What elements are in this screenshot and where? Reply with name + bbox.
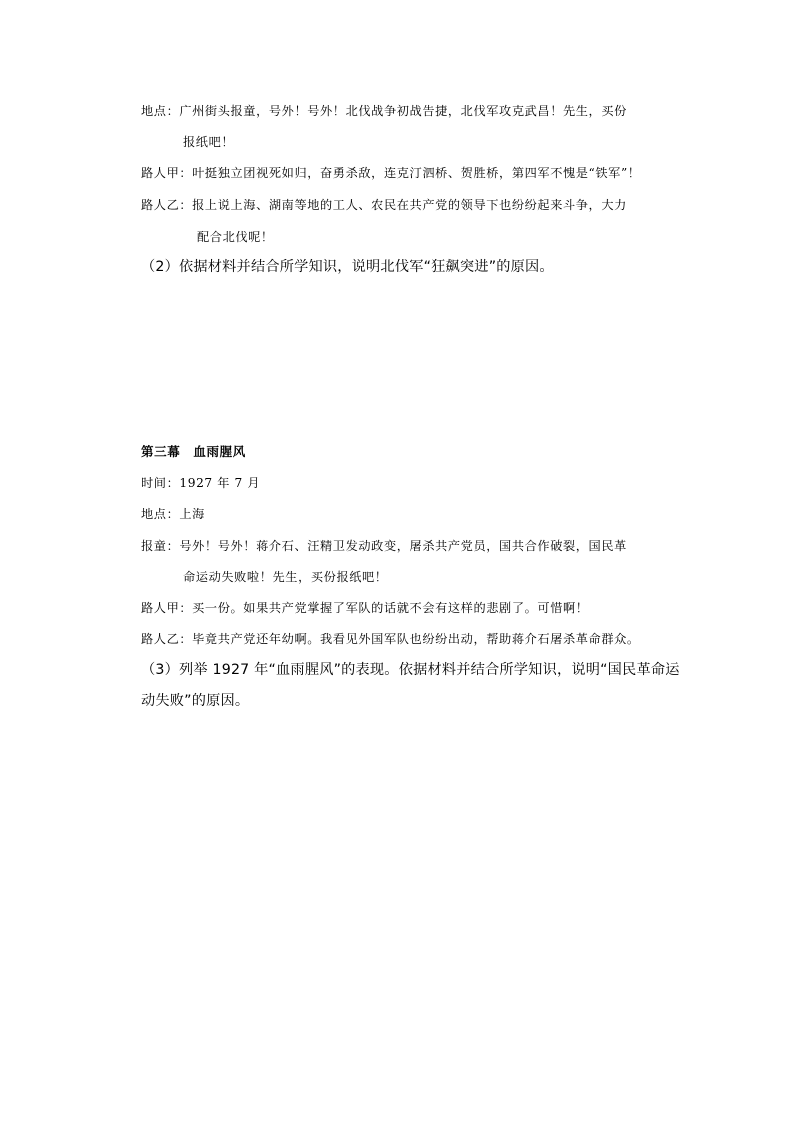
scene2-location-line-1: 地点：广州街头报童，号外！号外！北伐战争初战告捷，北伐军攻克武昌！先生，买份 — [141, 104, 627, 118]
question-3-line-2: 动失败”的原因。 — [141, 693, 250, 709]
scene3-time: 时间：1927 年 7 月 — [141, 476, 261, 490]
scene3-newsboy-line-2: 命运动失败啦！先生，买份报纸吧！ — [183, 570, 388, 584]
question-3-line-1: （3）列举 1927 年“血雨腥风”的表现。依据材料并结合所学知识，说明“国民革命运 — [141, 662, 680, 678]
question-2: （2）依据材料并结合所学知识，说明北伐军“狂飙突进”的原因。 — [141, 259, 554, 275]
scene3-newsboy-line-1: 报童：号外！号外！蒋介石、汪精卫发动政变，屠杀共产党员，国共合作破裂，国民革 — [141, 539, 627, 553]
scene3-location: 地点：上海 — [141, 507, 205, 521]
scene2-passerby-b-line-1: 路人乙：报上说上海、湖南等地的工人、农民在共产党的领导下也纷纷起来斗争，大力 — [141, 198, 627, 212]
scene2-passerby-a: 路人甲：叶挺独立团视死如归，奋勇杀敌，连克汀泗桥、贺胜桥，第四军不愧是“铁军”！ — [141, 166, 641, 180]
scene2-passerby-b-line-2: 配合北伐呢！ — [197, 230, 274, 244]
scene3-title: 第三幕 血雨腥风 — [141, 444, 246, 459]
scene3-passerby-b: 路人乙：毕竟共产党还年幼啊。我看见外国军队也纷纷出动，帮助蒋介石屠杀革命群众。 — [141, 632, 640, 646]
scene3-passerby-a: 路人甲：买一份。如果共产党掌握了军队的话就不会有这样的悲剧了。可惜啊！ — [141, 601, 589, 615]
scene2-location-line-2: 报纸吧！ — [183, 135, 235, 149]
